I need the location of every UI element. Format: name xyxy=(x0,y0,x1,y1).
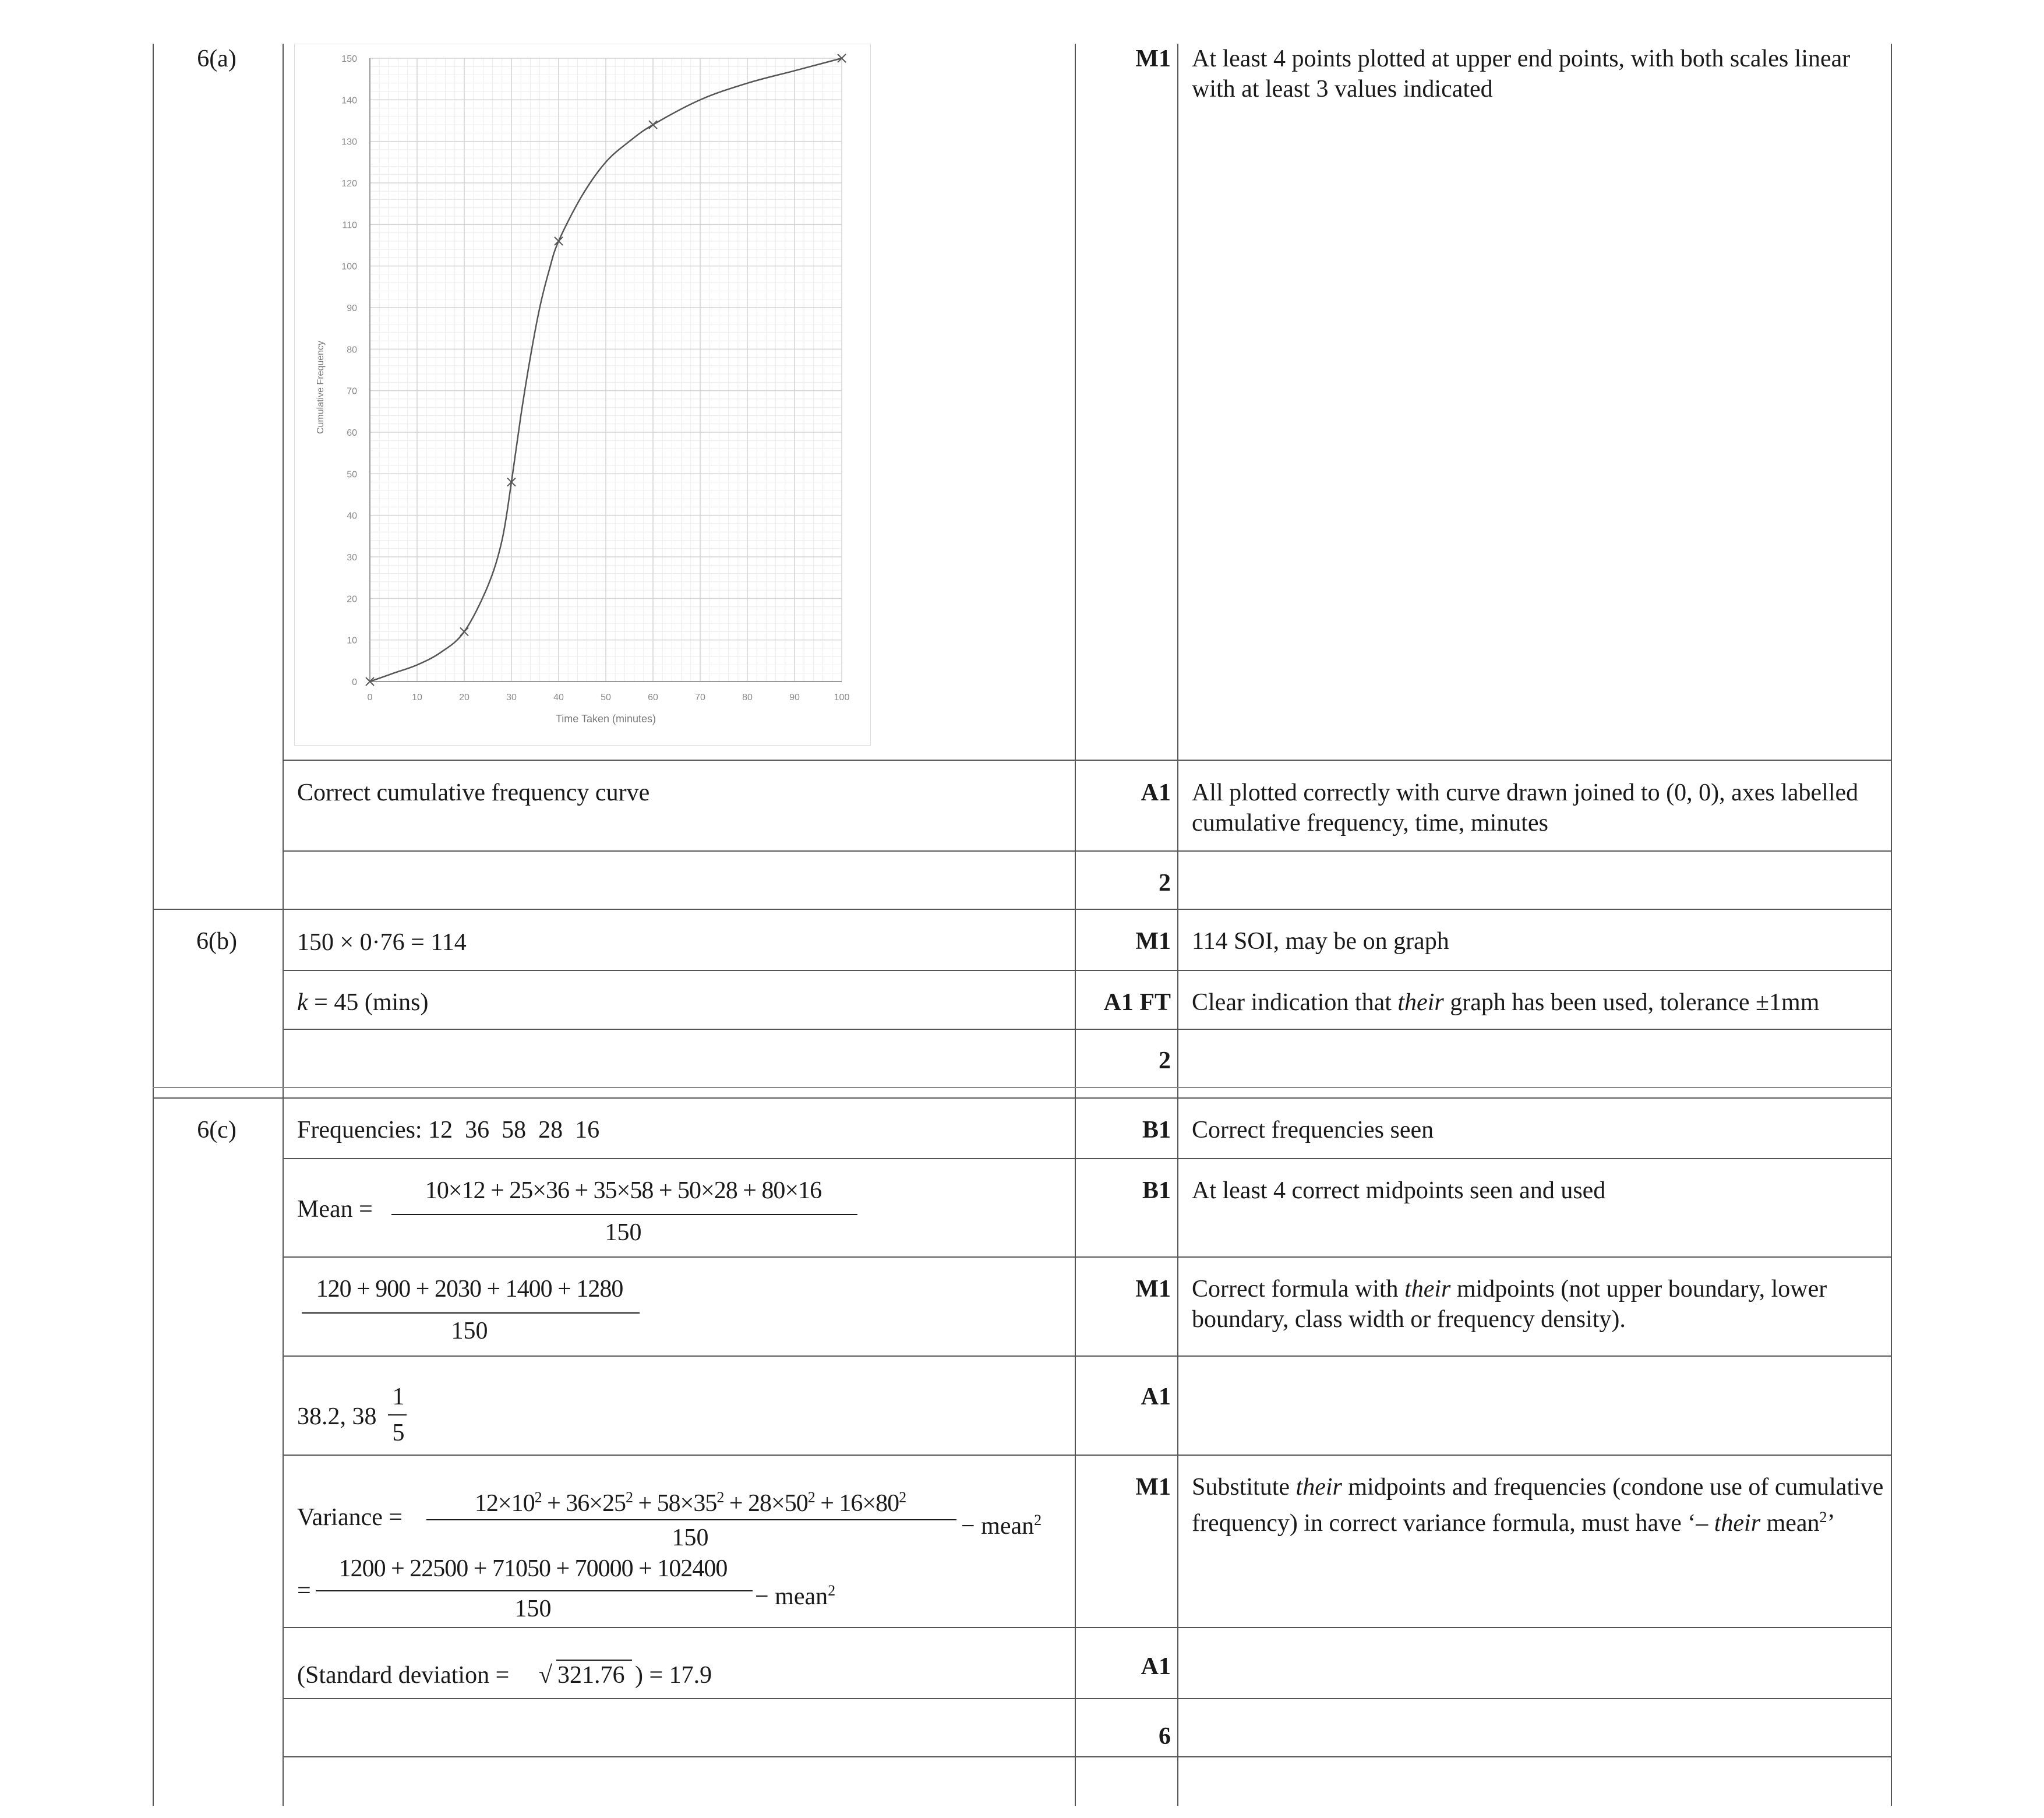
x-tick-label: 30 xyxy=(506,693,517,703)
sd-radicand: 321.76 xyxy=(557,1662,625,1689)
y-tick-label: 80 xyxy=(347,345,357,355)
x-tick-label: 20 xyxy=(459,693,469,703)
guidance-6b-1: 114 SOI, may be on graph xyxy=(1192,928,1449,955)
sd-label: (Standard deviation = xyxy=(297,1662,510,1689)
x-tick-label: 70 xyxy=(695,693,705,703)
variance-mean-sq: − mean$^2$ xyxy=(961,1512,1042,1540)
y-axis-label: Cumulative Frequency xyxy=(316,340,326,435)
y-tick-label: 40 xyxy=(347,511,357,521)
mark-6c-1: B1 xyxy=(1142,1117,1171,1143)
mark-6c-4: A1 xyxy=(1141,1383,1171,1410)
variance-numerator: $12\times 10^2 + 36\times 25^2 + 58\times 35^2 + 28\times 50^2 + 16\times 80^2$ xyxy=(474,1489,906,1517)
mark-6a-2: A1 xyxy=(1141,779,1171,806)
mark-6b-2: A1 FT xyxy=(1103,989,1171,1016)
frequencies-line: Frequencies: 12 36 58 28 16 xyxy=(297,1117,600,1143)
y-tick-label: 140 xyxy=(341,96,357,106)
result-fraction-bar xyxy=(388,1414,407,1415)
mean-label: Mean = xyxy=(297,1196,373,1223)
x-tick-label: 50 xyxy=(601,693,611,703)
mark-6c-3: M1 xyxy=(1135,1276,1171,1302)
result-frac-den: 5 xyxy=(392,1420,405,1446)
guidance-6c-2: At least 4 correct midpoints seen and used xyxy=(1192,1177,1606,1204)
x-tick-label: 10 xyxy=(412,693,422,703)
y-tick-label: 20 xyxy=(347,594,357,605)
mean-numerator: 10×12 + 25×36 + 35×58 + 50×28 + 80×16 xyxy=(425,1177,822,1204)
y-tick-label: 110 xyxy=(342,220,357,231)
x-tick-label: 0 xyxy=(367,693,373,703)
x-tick-label: 80 xyxy=(742,693,753,703)
y-tick-label: 30 xyxy=(347,553,357,563)
variance-label: Variance = xyxy=(297,1504,403,1531)
answer-6a-2: Correct cumulative frequency curve xyxy=(297,779,650,806)
variance-fraction-bar xyxy=(426,1519,956,1520)
answer-6b-2: k = 45 (mins) xyxy=(297,989,429,1016)
variance-equals: = xyxy=(297,1577,311,1604)
sum-numerator: 120 + 900 + 2030 + 1400 + 1280 xyxy=(316,1276,623,1302)
result-frac-num: 1 xyxy=(392,1383,405,1410)
y-tick-label: 130 xyxy=(341,137,357,147)
mark-6b-1: M1 xyxy=(1135,928,1171,955)
guidance-6c-3: Correct formula with their midpoints (not upper boundary, lower boundary, class width or frequency density). xyxy=(1192,1276,1827,1333)
y-tick-label: 70 xyxy=(347,386,357,397)
variance-line2-denominator: 150 xyxy=(514,1595,552,1622)
guidance-6c-5: Substitute their midpoints and frequencies (condone use of cumulative frequency) in correct variance formula, must have ‘– their mean$^2$’ xyxy=(1192,1474,1884,1537)
y-tick-label: 90 xyxy=(347,303,357,313)
y-tick-label: 150 xyxy=(341,54,357,64)
total-6b: 2 xyxy=(1159,1047,1171,1074)
guidance-6c-1: Correct frequencies seen xyxy=(1192,1117,1434,1143)
variance-line2-numerator: 1200 + 22500 + 71050 + 70000 + 102400 xyxy=(338,1555,728,1582)
answer-6b-1: 150 × 0·76 = 114 xyxy=(297,929,467,956)
mean-denominator: 150 xyxy=(605,1219,642,1246)
question-label-6a: 6(a) xyxy=(197,45,236,72)
sum-denominator: 150 xyxy=(451,1318,488,1344)
x-axis-label: Time Taken (minutes) xyxy=(555,713,656,725)
x-tick-label: 90 xyxy=(789,693,800,703)
variance-line2-mean-sq: − mean$^2$ xyxy=(755,1582,836,1610)
total-6a: 2 xyxy=(1159,870,1171,896)
y-tick-label: 10 xyxy=(347,636,357,646)
mark-6a-1: M1 xyxy=(1135,45,1171,72)
question-label-6c: 6(c) xyxy=(197,1117,236,1143)
sd-result: ) = 17.9 xyxy=(635,1662,712,1689)
guidance-6b-2: Clear indication that their graph has been used, tolerance ±1mm xyxy=(1192,989,1820,1016)
x-tick-label: 60 xyxy=(648,693,658,703)
sqrt-sign: √ xyxy=(539,1662,553,1689)
variance-line2-fraction-bar xyxy=(316,1590,753,1591)
y-tick-label: 0 xyxy=(352,677,357,687)
cumulative-frequency-chart xyxy=(294,44,871,746)
mean-result: 38.2, 38 xyxy=(297,1403,377,1430)
mean-fraction-bar xyxy=(391,1214,857,1215)
guidance-6a-2: All plotted correctly with curve drawn joined to (0, 0), axes labelled cumulative frequency, time, minutes xyxy=(1192,779,1859,836)
x-tick-label: 100 xyxy=(834,693,850,703)
y-tick-label: 50 xyxy=(347,469,357,480)
y-tick-label: 120 xyxy=(341,179,357,189)
variance-denominator: 150 xyxy=(672,1524,709,1551)
sum-fraction-bar xyxy=(302,1312,640,1314)
total-6c: 6 xyxy=(1159,1723,1171,1750)
x-tick-label: 40 xyxy=(553,693,564,703)
y-tick-label: 100 xyxy=(341,262,357,272)
mark-6c-6: A1 xyxy=(1141,1653,1171,1680)
guidance-6a-1: At least 4 points plotted at upper end points, with both scales linear with at least 3 values indicated xyxy=(1192,45,1851,103)
question-label-6b: 6(b) xyxy=(196,928,237,955)
y-tick-label: 60 xyxy=(347,428,357,438)
mark-6c-2: B1 xyxy=(1142,1177,1171,1204)
mark-6c-5: M1 xyxy=(1135,1474,1171,1501)
